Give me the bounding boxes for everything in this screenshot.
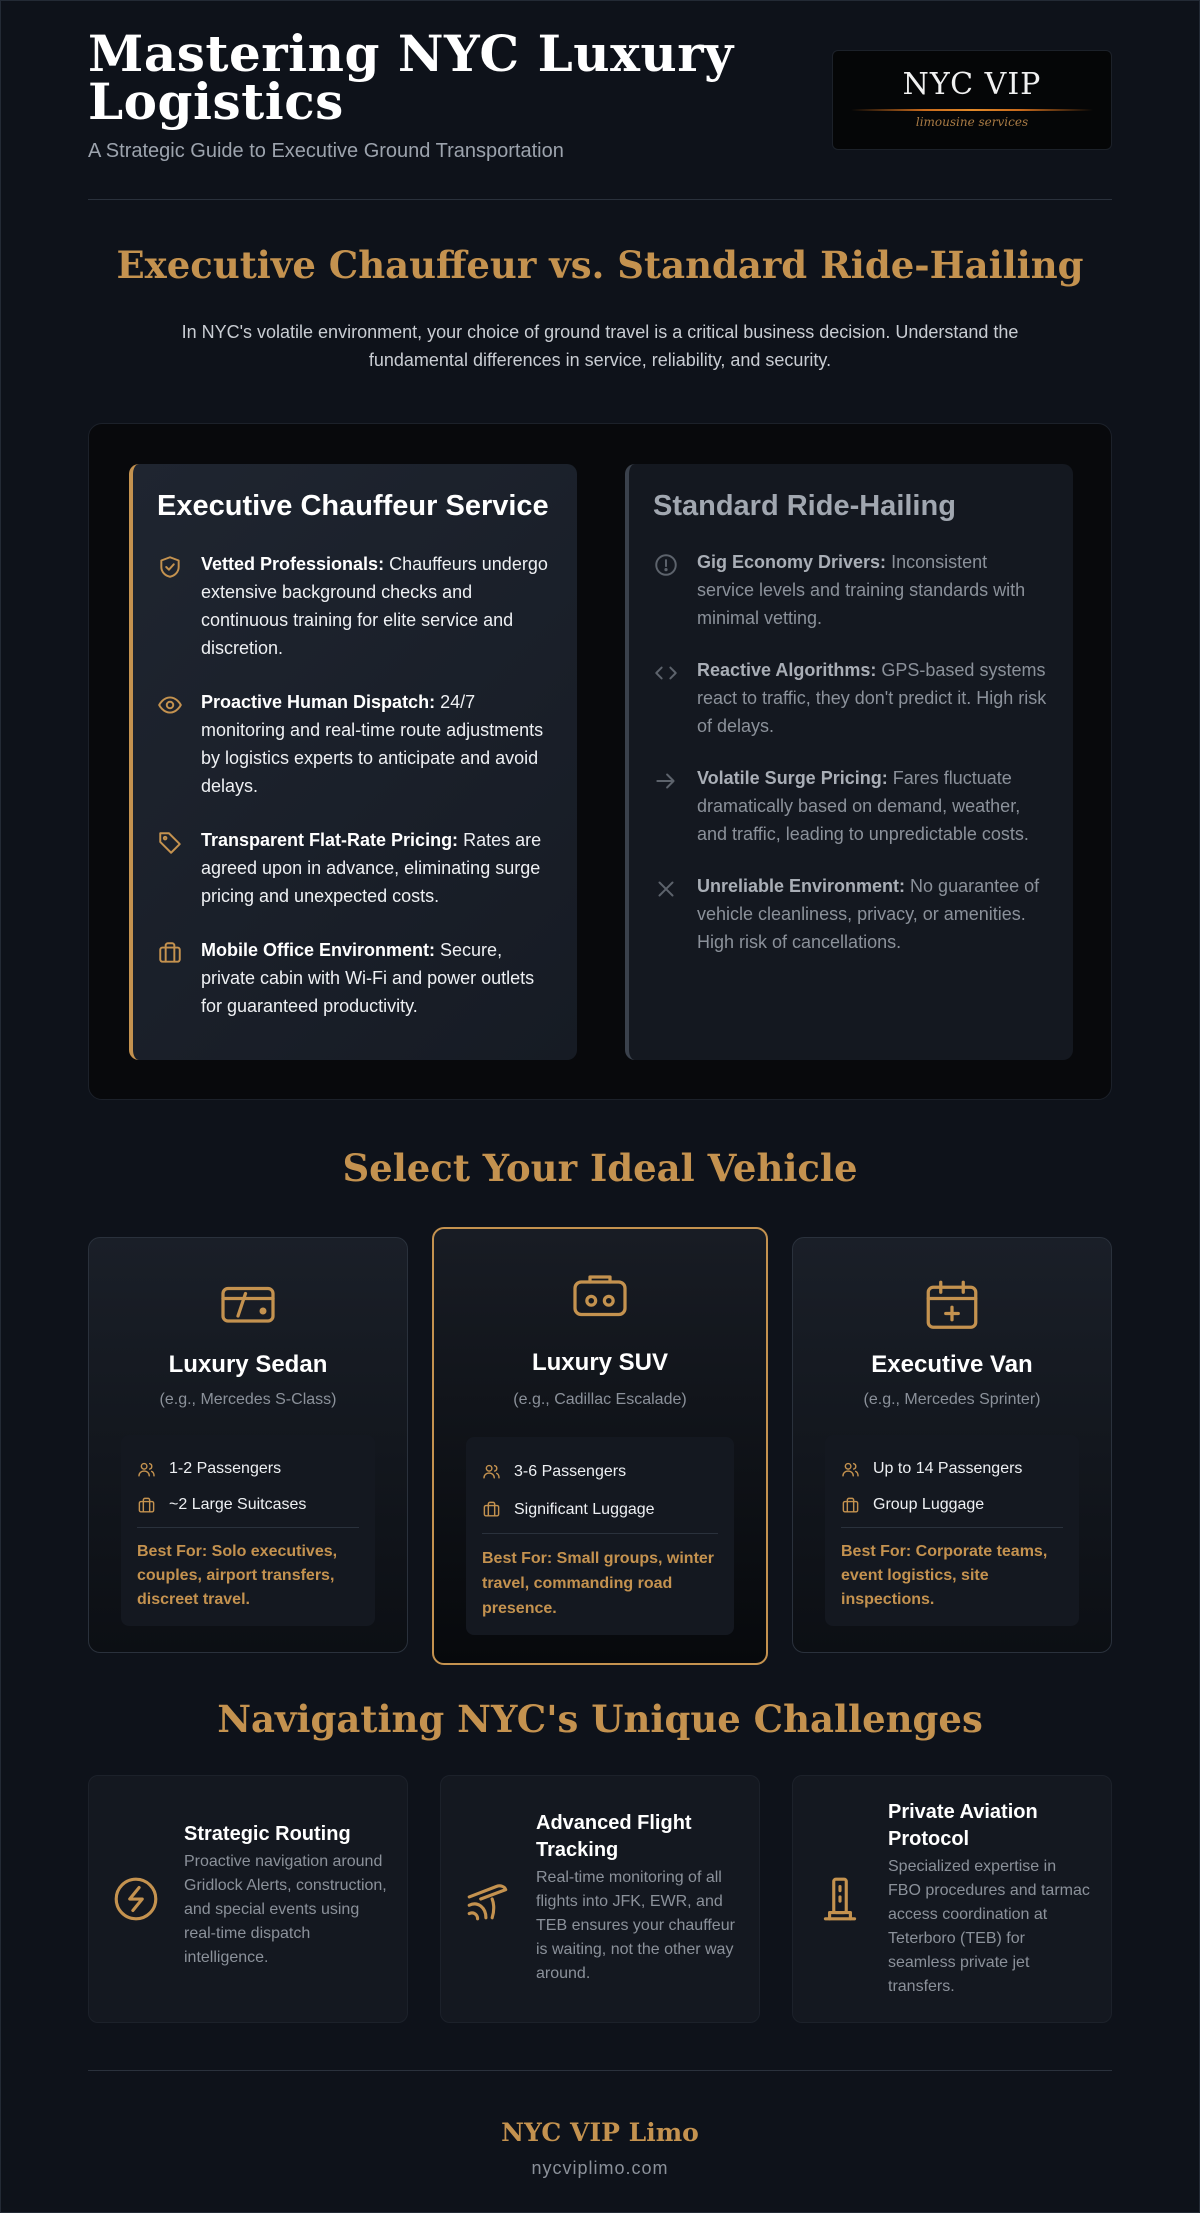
alert-circle-icon: [653, 552, 679, 578]
x-icon: [653, 876, 679, 902]
page-tagline: A Strategic Guide to Executive Ground Transportation: [88, 140, 564, 162]
vehicle-card-suv[interactable]: [432, 1227, 768, 1665]
comparison-title: Executive Chauffeur vs. Standard Ride-Hailing: [116, 243, 1084, 287]
footer-divider: [88, 2070, 1112, 2071]
logo-wordmark: NYC VIP: [902, 67, 1042, 102]
standard-heading: Standard Ride-Hailing: [653, 490, 956, 522]
challenge-card-routing: [88, 1775, 408, 2023]
challenge-card-aviation: [792, 1775, 1112, 2023]
logo-subtitle: limousine services: [915, 115, 1029, 129]
standard-feature: Volatile Surge Pricing: Fares fluctuate dramatically based on demand, weather, and traffic, leading to unpredictable costs.: [653, 764, 1049, 848]
best-for: Best For: Corporate teams, event logistics, site inspections.: [841, 1527, 1063, 1612]
vehicle-card-sedan[interactable]: [88, 1237, 408, 1653]
vehicles-title: Select Your Ideal Vehicle: [342, 1146, 858, 1190]
passenger-spec: 3-6 Passengers: [482, 1453, 718, 1491]
eye-icon: [157, 692, 183, 718]
luggage-icon: [137, 1496, 156, 1515]
routing-icon: [111, 1874, 161, 1924]
executive-heading: Executive Chauffeur Service: [157, 490, 549, 522]
vehicle-name: Luxury SUV: [531, 1349, 669, 1376]
users-icon: [841, 1460, 860, 1479]
luggage-spec: ~2 Large Suitcases: [137, 1487, 359, 1523]
challenge-text: Proactive navigation around Gridlock Alerts, construction, and special events using real-time dispatch intelligence.: [184, 1853, 387, 1966]
vehicle-card-van[interactable]: [792, 1237, 1112, 1653]
standard-feature: Unreliable Environment: No guarantee of vehicle cleanliness, privacy, or amenities. High risk of cancellations.: [653, 872, 1049, 956]
suv-icon: [570, 1267, 630, 1327]
luggage-spec: Significant Luggage: [482, 1491, 718, 1529]
challenge-title: Private Aviation Protocol: [888, 1801, 1038, 1850]
challenge-title: Advanced Flight Tracking: [536, 1812, 692, 1861]
comparison-intro: In NYC's volatile environment, your choice of ground travel is a critical business decision. Understand the fundamental differences in service, reliability, and security.: [181, 322, 1019, 370]
best-for: Best For: Small groups, winter travel, commanding road presence.: [482, 1533, 718, 1621]
challenge-text: Specialized expertise in FBO procedures and tarmac access coordination at Teterboro (TEB) for seamless private jet transfers.: [888, 1858, 1090, 1995]
vehicle-example: (e.g., Mercedes S-Class): [159, 1391, 337, 1408]
van-icon: [922, 1276, 982, 1336]
logo-divider: [851, 109, 1093, 111]
passenger-spec: 1-2 Passengers: [137, 1451, 359, 1487]
tag-icon: [157, 830, 183, 856]
briefcase-icon: [157, 940, 183, 966]
challenge-card-flight: [440, 1775, 760, 2023]
vehicle-specs: [825, 1435, 1079, 1626]
vehicle-example: (e.g., Mercedes Sprinter): [863, 1391, 1041, 1408]
luggage-icon: [841, 1496, 860, 1515]
users-icon: [482, 1462, 501, 1481]
vehicle-example: (e.g., Cadillac Escalade): [513, 1391, 687, 1408]
vehicle-name: Executive Van: [871, 1351, 1033, 1378]
footer-brand: NYC VIP Limo: [501, 2118, 699, 2147]
page-title: Mastering NYC Luxury Logistics: [88, 24, 734, 131]
sedan-icon: [218, 1276, 278, 1336]
page-header: [88, 24, 1112, 200]
luggage-spec: Group Luggage: [841, 1487, 1063, 1523]
standard-feature: Reactive Algorithms: GPS-based systems react to traffic, they don't predict it. High risk of delays.: [653, 656, 1049, 740]
executive-card: [129, 464, 577, 1060]
luggage-icon: [482, 1500, 501, 1519]
code-brackets-icon: [653, 660, 679, 686]
arrow-right-icon: [653, 768, 679, 794]
standard-card: [625, 464, 1073, 1060]
challenges-title: Navigating NYC's Unique Challenges: [217, 1697, 983, 1741]
best-for: Best For: Solo executives, couples, airport transfers, discreet travel.: [137, 1527, 359, 1612]
users-icon: [137, 1460, 156, 1479]
brand-logo: [832, 50, 1112, 150]
executive-feature: Vetted Professionals: Chauffeurs undergo extensive background checks and continuous training for elite service and discretion.: [157, 550, 553, 662]
comparison-panel: [88, 423, 1112, 1100]
executive-feature: Transparent Flat-Rate Pricing: Rates are agreed upon in advance, eliminating surge pricing and unexpected costs.: [157, 826, 553, 910]
challenge-text: Real-time monitoring of all flights into JFK, EWR, and TEB ensures your chauffeur is waiting, not the other way around.: [536, 1869, 735, 1982]
footer-url[interactable]: nycviplimo.com: [531, 2158, 669, 2178]
vehicle-specs: [466, 1437, 734, 1635]
flight-tracking-icon: [463, 1874, 513, 1924]
executive-feature: Proactive Human Dispatch: 24/7 monitoring and real-time route adjustments by logistics experts to anticipate and avoid delays.: [157, 688, 553, 800]
shield-check-icon: [157, 554, 183, 580]
vehicle-name: Luxury Sedan: [168, 1351, 328, 1378]
standard-feature: Gig Economy Drivers: Inconsistent service levels and training standards with minimal vetting.: [653, 548, 1049, 632]
passenger-spec: Up to 14 Passengers: [841, 1451, 1063, 1487]
control-tower-icon: [815, 1874, 865, 1924]
executive-feature: Mobile Office Environment: Secure, private cabin with Wi-Fi and power outlets for guaranteed productivity.: [157, 936, 553, 1020]
challenge-title: Strategic Routing: [184, 1823, 351, 1845]
vehicle-specs: [121, 1435, 375, 1626]
